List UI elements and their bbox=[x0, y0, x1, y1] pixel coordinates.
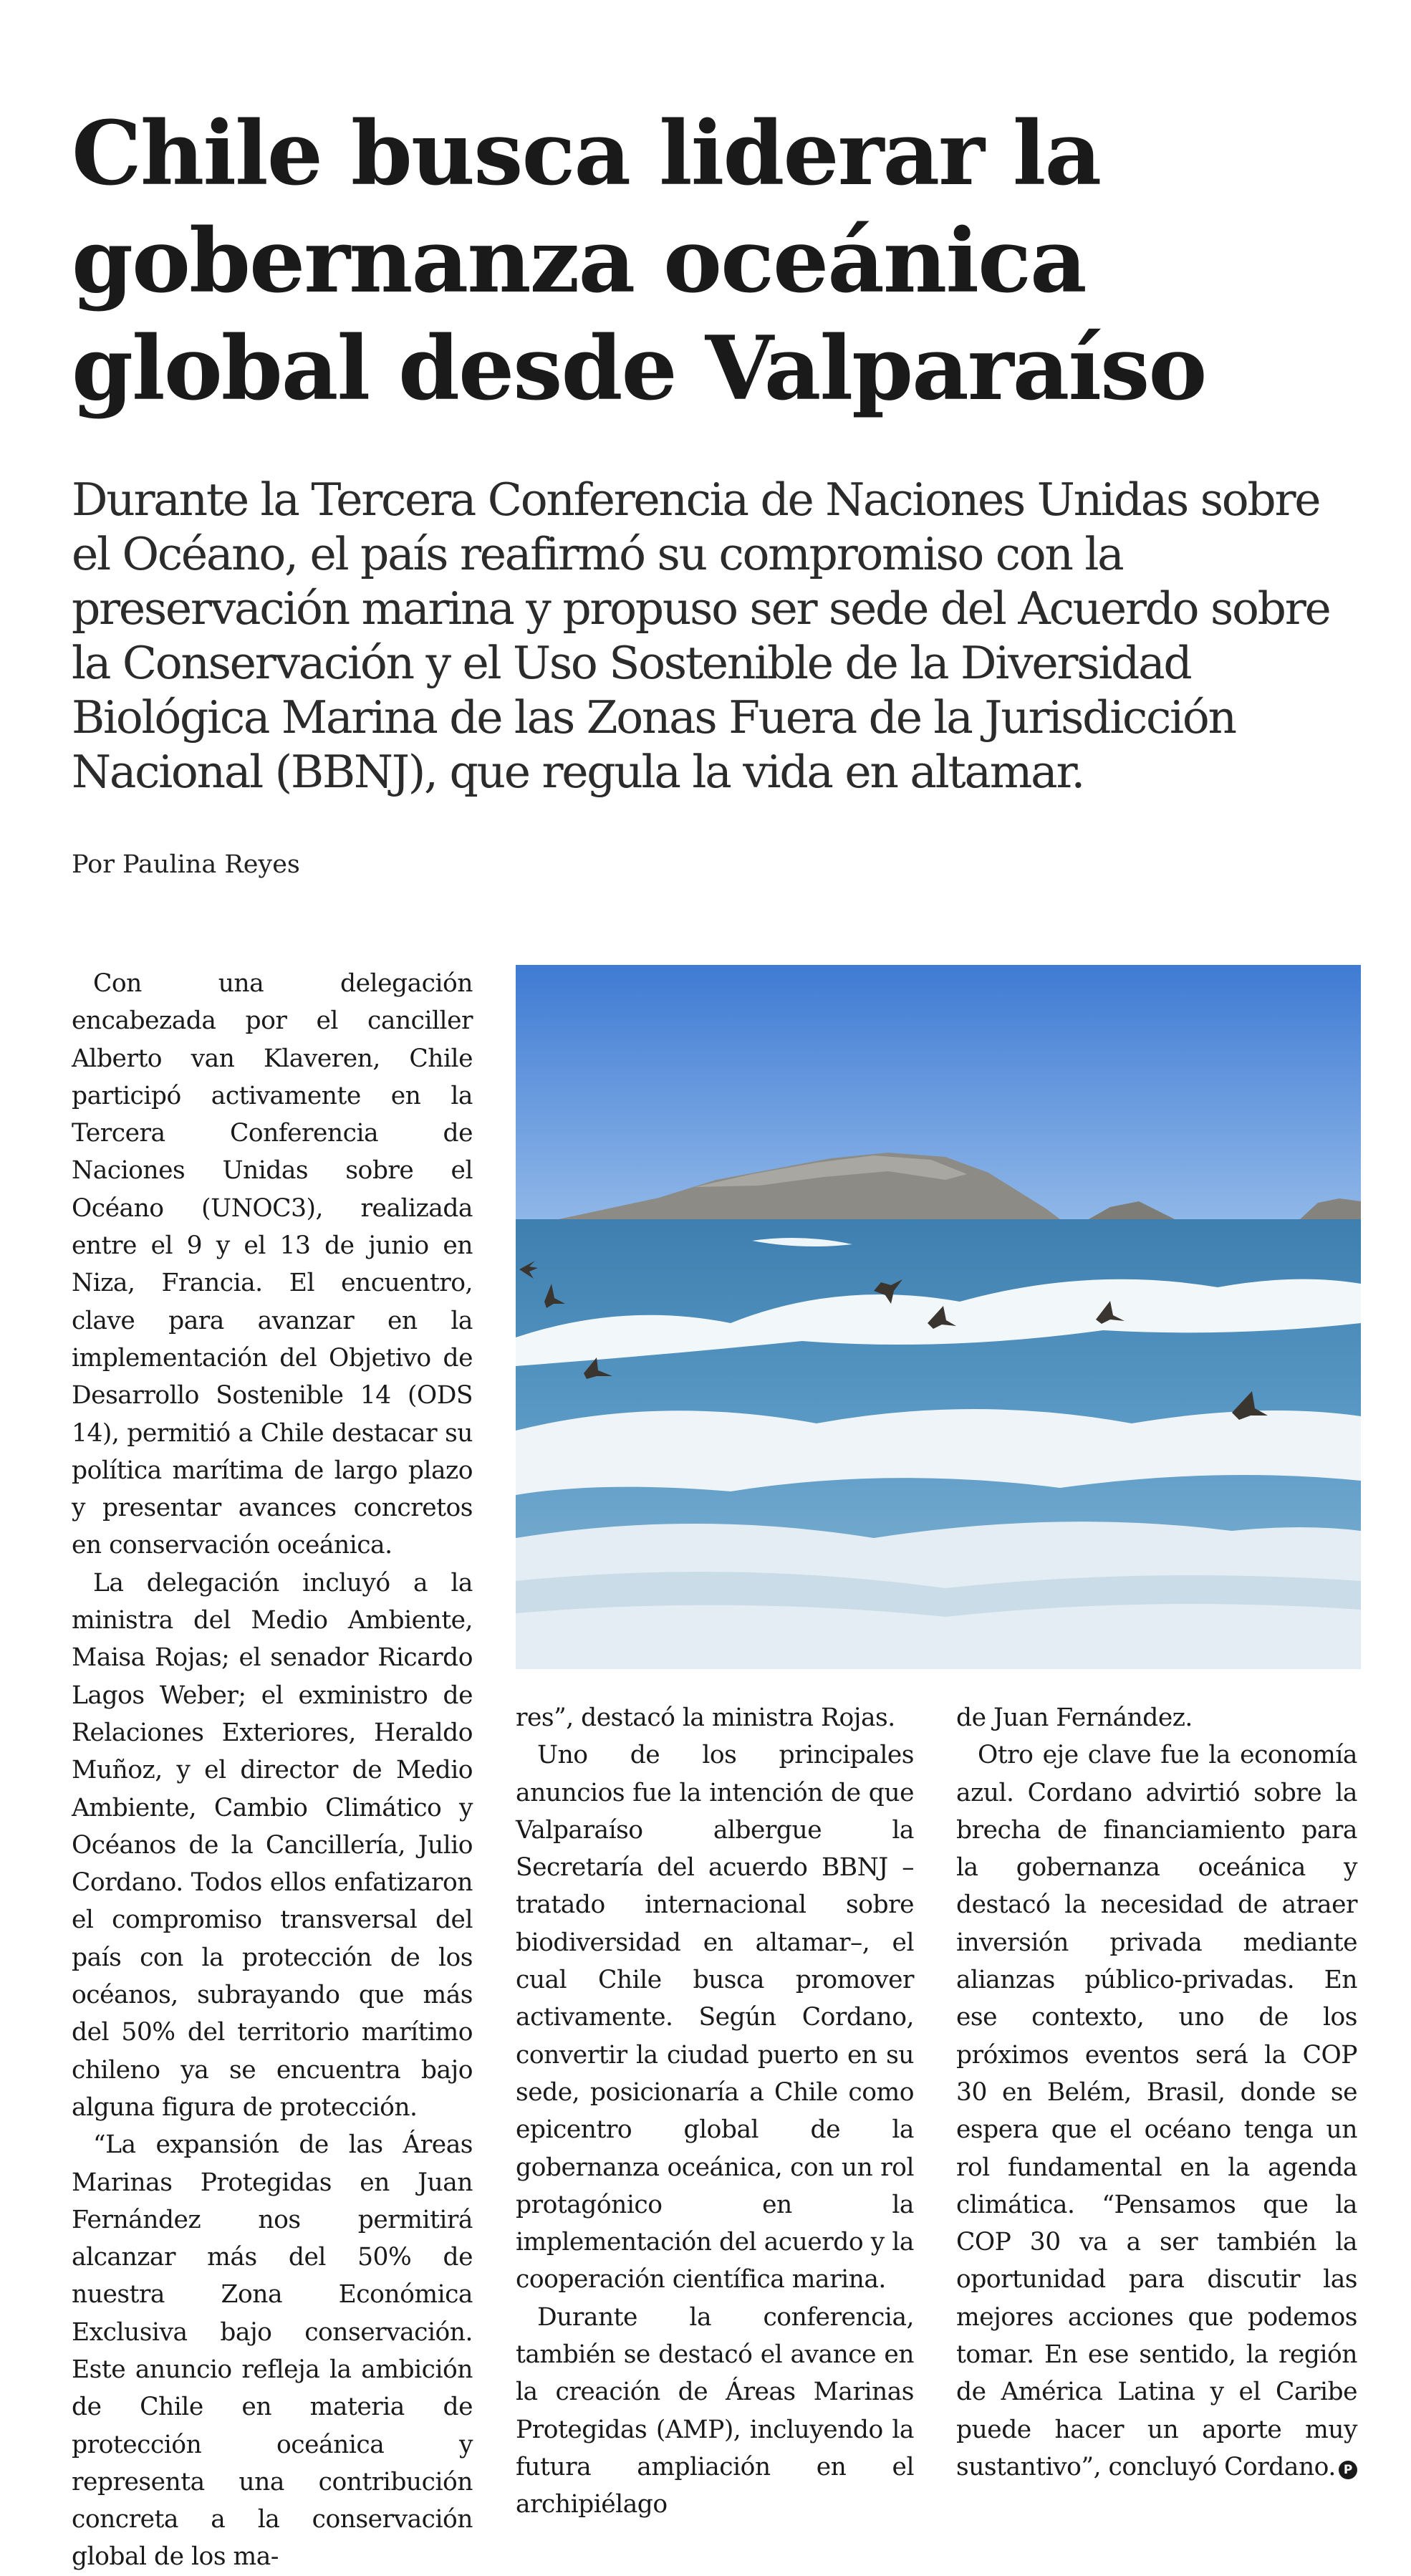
paragraph: “La expansión de las Áreas Marinas Protegidas en Juan Fernández nos permitirá alcanzar más del 50% de nuestra Zona Económica Exclusiva bajo conservación. Este anuncio refleja la ambición de Chile en materia de protección oceánica y representa una contribución concreta a la conservación global de los ma- bbox=[72, 2130, 473, 2572]
byline: Por Paulina Reyes bbox=[72, 850, 300, 879]
paragraph: Uno de los principales anuncios fue la intención de que Valparaíso albergue la Secretaría del acuerdo BBNJ –tratado internacional sobre biodiversidad en altamar–, el cual Chile busca promover activamente. Según Cordano, convertir la ciudad puerto en su sede, posicionaría a Chile como epicentro global de la gobernanza oceánica, con un rol protagónico en la implementación del acuerdo y la cooperación científica marina. bbox=[516, 1741, 914, 2294]
deck: Durante la Tercera Conferencia de Naciones Unidas sobre el Océano, el país reafirmó su compromiso con la preservación marina y propuso ser sede del Acuerdo sobre la Conservación y el Uso Sostenible de la Diversidad Biológica Marina de las Zonas Fuera de la Jurisdicción Nacional (BBNJ), que regula la vida en altamar. bbox=[72, 474, 1330, 798]
article-column-1 bbox=[72, 965, 473, 2576]
article-column-3 bbox=[956, 1699, 1357, 2486]
paragraph: Durante la conferencia, también se destacó el avance en la creación de Áreas Marinas Protegidas (AMP), incluyendo la futura ampliación en el archipiélago bbox=[516, 2302, 914, 2519]
headline: Chile busca liderar la gobernanza oceánica global desde Valparaíso bbox=[72, 102, 1206, 420]
article-photo bbox=[516, 965, 1361, 1669]
paragraph-continued: de Juan Fernández. bbox=[956, 1703, 1193, 1732]
paragraph bbox=[956, 1736, 1357, 2486]
paragraph-text: Otro eje clave fue la economía azul. Cordano advirtió sobre la brecha de financiamiento para la gobernanza oceánica y destacó la necesidad de atraer inversión privada mediante alianzas público-privadas. En ese contexto, uno de los próximos eventos será la COP 30 en Belém, Brasil, donde se espera que el océano tenga un rol fundamental en la agenda climática. “Pensamos que la COP 30 va a ser también la oportunidad para discutir las mejores acciones que podemos tomar. En ese sentido, la región de América Latina y el Caribe puede hacer un aporte muy sustantivo”, concluyó Cordano. bbox=[956, 1741, 1357, 2481]
paragraph-continued: res”, destacó la ministra Rojas. bbox=[516, 1703, 895, 1732]
paragraph: La delegación incluyó a la ministra del Medio Ambiente, Maisa Rojas; el senador Ricardo Lagos Weber; el exministro de Relaciones Exteriores, Heraldo Muñoz, y el director de Medio Ambiente, Cambio Climático y Océanos de la Cancillería, Julio Cordano. Todos ellos enfatizaron el compromiso transversal del país con la protección de los océanos, subrayando que más del 50% del territorio marítimo chileno ya se encuentra bajo alguna figura de protección. bbox=[72, 1568, 473, 2122]
seascape-photo bbox=[516, 965, 1361, 1669]
paragraph: Con una delegación encabezada por el canciller Alberto van Klaveren, Chile participó activamente en la Tercera Conferencia de Naciones Unidas sobre el Océano (UNOC3), realizada entre el 9 y el 13 de junio en Niza, Francia. El encuentro, clave para avanzar en la implementación del Objetivo de Desarrollo Sostenible 14 (ODS 14), permitió a Chile destacar su política marítima de largo plazo y presentar avances concretos en conservación oceánica. bbox=[72, 969, 473, 1560]
end-of-article-icon: P bbox=[1339, 2461, 1357, 2479]
article-column-2 bbox=[516, 1699, 914, 2524]
